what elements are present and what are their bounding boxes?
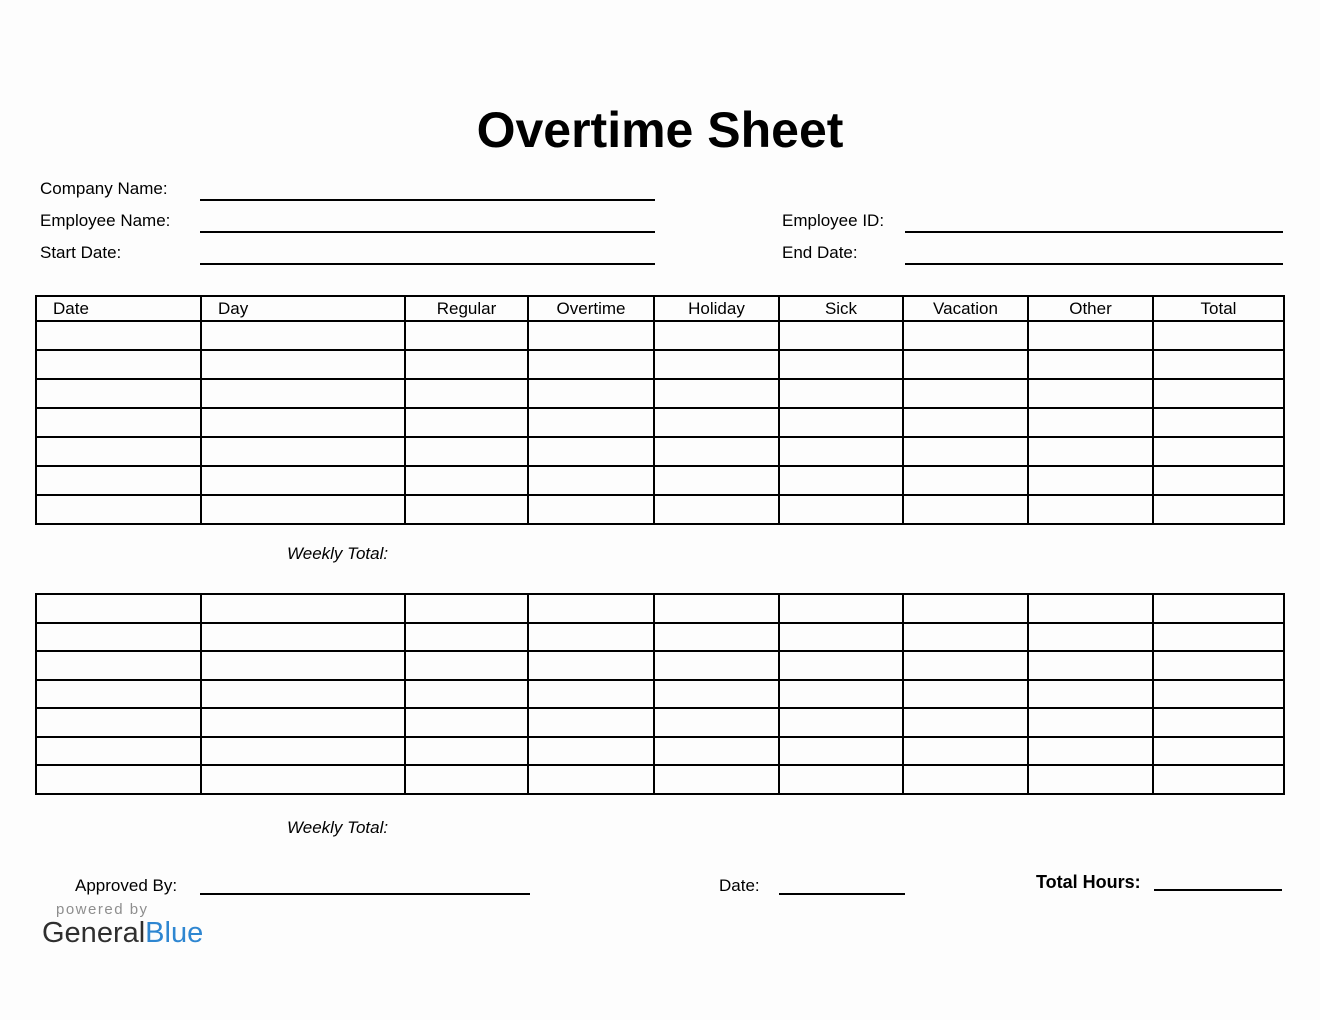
table-cell-empty[interactable] [1028,495,1153,524]
table-cell-empty[interactable] [405,680,528,709]
table-cell-empty[interactable] [528,651,654,680]
table-cell-empty[interactable] [654,623,779,652]
company-name-input-line[interactable] [200,199,655,201]
table-cell-empty[interactable] [201,680,405,709]
table-row [36,765,1284,794]
table-cell-empty[interactable] [405,737,528,766]
table-cell-empty[interactable] [654,437,779,466]
table-cell-empty[interactable] [405,437,528,466]
table-cell-empty[interactable] [903,350,1028,379]
table-cell-empty[interactable] [654,466,779,495]
table-cell-empty[interactable] [36,594,201,623]
table-cell-empty[interactable] [405,408,528,437]
table-cell-empty[interactable] [528,408,654,437]
table-row [36,321,1284,350]
table-cell-empty[interactable] [36,495,201,524]
table-cell-empty[interactable] [1028,651,1153,680]
week2-weekly-total-label: Weekly Total: [287,818,389,837]
table-cell-empty[interactable] [528,737,654,766]
table-cell-empty[interactable] [405,765,528,794]
table-cell-empty[interactable] [779,680,903,709]
end-date-input-line[interactable] [905,263,1283,265]
table-cell-empty[interactable] [201,379,405,408]
table-cell-empty[interactable] [903,466,1028,495]
employee-name-input-line[interactable] [200,231,655,233]
table-row [36,708,1284,737]
table-cell-empty[interactable] [654,651,779,680]
powered-by-text: powered by [56,901,149,918]
table-row [36,466,1284,495]
table-cell-empty[interactable] [528,708,654,737]
table-row [36,408,1284,437]
table-cell-empty[interactable] [654,737,779,766]
table-cell-empty[interactable] [1153,708,1284,737]
table-cell-empty[interactable] [903,737,1028,766]
table-cell-empty[interactable] [201,737,405,766]
table-cell-empty[interactable] [1153,408,1284,437]
table-cell-empty[interactable] [528,350,654,379]
table-cell-empty[interactable] [779,737,903,766]
table-cell-empty[interactable] [528,594,654,623]
footer-date-label: Date: [719,876,760,895]
table-cell-empty[interactable] [201,350,405,379]
table-cell-empty[interactable] [654,594,779,623]
table-row [36,737,1284,766]
timesheet-week2-table [35,593,1285,795]
table-cell-empty[interactable] [36,350,201,379]
week1-weekly-total-label: Weekly Total: [287,544,389,563]
table-cell-empty[interactable] [528,437,654,466]
table-cell-empty[interactable] [1028,350,1153,379]
table-cell-empty[interactable] [405,708,528,737]
table-cell-empty[interactable] [1153,350,1284,379]
col-header-regular: Regular [405,296,528,321]
table-cell-empty[interactable] [405,495,528,524]
table-cell-empty[interactable] [528,379,654,408]
table-cell-empty[interactable] [779,495,903,524]
table-cell-empty[interactable] [903,379,1028,408]
table-cell-empty[interactable] [201,466,405,495]
table-cell-empty[interactable] [654,765,779,794]
table-cell-empty[interactable] [528,623,654,652]
table-cell-empty[interactable] [528,680,654,709]
col-header-day: Day [201,296,405,321]
table-cell-empty[interactable] [903,495,1028,524]
table-row [36,379,1284,408]
table-cell-empty[interactable] [36,379,201,408]
table-cell-empty[interactable] [36,321,201,350]
table-cell-empty[interactable] [1028,437,1153,466]
table-row [36,437,1284,466]
table-cell-empty[interactable] [654,708,779,737]
table-cell-empty[interactable] [36,408,201,437]
col-header-vacation: Vacation [903,296,1028,321]
table-cell-empty[interactable] [1028,466,1153,495]
table-cell-empty[interactable] [1153,466,1284,495]
table-cell-empty[interactable] [779,765,903,794]
col-header-other: Other [1028,296,1153,321]
table-cell-empty[interactable] [903,680,1028,709]
table-cell-empty[interactable] [779,466,903,495]
table-cell-empty[interactable] [528,765,654,794]
company-name-label: Company Name: [40,179,168,198]
table-row [36,495,1284,524]
table-cell-empty[interactable] [1153,594,1284,623]
generalblue-logo [42,916,203,950]
table-cell-empty[interactable] [654,495,779,524]
timesheet-week1-table [35,295,1285,525]
col-header-sick: Sick [779,296,903,321]
table-cell-empty[interactable] [1028,408,1153,437]
table-cell-empty[interactable] [1153,737,1284,766]
table-cell-empty[interactable] [1153,437,1284,466]
table-cell-empty[interactable] [903,321,1028,350]
week1-body [36,321,1284,524]
table-cell-empty[interactable] [201,408,405,437]
total-hours-input-line[interactable] [1154,889,1282,891]
logo-text-blue: Blue [145,917,204,949]
table-cell-empty[interactable] [1028,708,1153,737]
approved-by-label: Approved By: [75,876,178,895]
table-row [36,651,1284,680]
table-cell-empty[interactable] [1028,737,1153,766]
table-cell-empty[interactable] [405,350,528,379]
table-cell-empty[interactable] [903,623,1028,652]
employee-id-input-line[interactable] [905,231,1283,233]
page-title: Overtime Sheet [476,102,844,158]
end-date-label: End Date: [782,243,858,262]
table-cell-empty[interactable] [405,321,528,350]
table-cell-empty[interactable] [654,680,779,709]
approved-by-input-line[interactable] [200,893,530,895]
table-cell-empty[interactable] [654,321,779,350]
table-cell-empty[interactable] [779,379,903,408]
table-cell-empty[interactable] [201,594,405,623]
logo-text-general: General [42,917,146,949]
table-cell-empty[interactable] [779,408,903,437]
table-row [36,350,1284,379]
start-date-input-line[interactable] [200,263,655,265]
table-cell-empty[interactable] [36,737,201,766]
table-cell-empty[interactable] [405,466,528,495]
footer-date-input-line[interactable] [779,893,905,895]
table-cell-empty[interactable] [903,437,1028,466]
employee-id-label: Employee ID: [782,211,885,230]
table-cell-empty[interactable] [405,623,528,652]
table-cell-empty[interactable] [654,350,779,379]
employee-name-label: Employee Name: [40,211,171,230]
table-cell-empty[interactable] [1028,379,1153,408]
table-cell-empty[interactable] [528,495,654,524]
table-cell-empty[interactable] [405,379,528,408]
col-header-date: Date [36,296,201,321]
table-cell-empty[interactable] [1028,321,1153,350]
total-hours-label: Total Hours: [1036,872,1141,892]
table-cell-empty[interactable] [903,594,1028,623]
table-cell-empty[interactable] [201,437,405,466]
table-cell-empty[interactable] [654,408,779,437]
table-cell-empty[interactable] [36,651,201,680]
table-cell-empty[interactable] [201,321,405,350]
table-cell-empty[interactable] [903,708,1028,737]
table-cell-empty[interactable] [1153,651,1284,680]
table-cell-empty[interactable] [779,708,903,737]
col-header-overtime: Overtime [528,296,654,321]
table-cell-empty[interactable] [201,651,405,680]
table-cell-empty[interactable] [36,466,201,495]
col-header-holiday: Holiday [654,296,779,321]
table-cell-empty[interactable] [405,594,528,623]
table-cell-empty[interactable] [201,495,405,524]
table-cell-empty[interactable] [779,623,903,652]
table-cell-empty[interactable] [1028,680,1153,709]
table-cell-empty[interactable] [528,466,654,495]
table-header-row [36,296,1284,321]
table-cell-empty[interactable] [903,651,1028,680]
table-cell-empty[interactable] [1153,623,1284,652]
col-header-total: Total [1153,296,1284,321]
table-cell-empty[interactable] [36,708,201,737]
table-cell-empty[interactable] [36,680,201,709]
week2-body [36,594,1284,794]
table-cell-empty[interactable] [1153,495,1284,524]
table-cell-empty[interactable] [1153,379,1284,408]
table-cell-empty[interactable] [903,765,1028,794]
table-cell-empty[interactable] [779,321,903,350]
table-cell-empty[interactable] [1028,594,1153,623]
table-cell-empty[interactable] [779,651,903,680]
table-cell-empty[interactable] [528,321,654,350]
start-date-label: Start Date: [40,243,122,262]
table-cell-empty[interactable] [201,623,405,652]
table-row [36,680,1284,709]
table-cell-empty[interactable] [1028,623,1153,652]
table-cell-empty[interactable] [779,437,903,466]
table-cell-empty[interactable] [36,437,201,466]
table-cell-empty[interactable] [654,379,779,408]
table-cell-empty[interactable] [903,408,1028,437]
table-cell-empty[interactable] [201,708,405,737]
table-cell-empty[interactable] [1153,680,1284,709]
table-cell-empty[interactable] [779,350,903,379]
table-row [36,594,1284,623]
table-cell-empty[interactable] [36,765,201,794]
table-cell-empty[interactable] [36,623,201,652]
table-cell-empty[interactable] [1028,765,1153,794]
table-cell-empty[interactable] [779,594,903,623]
table-cell-empty[interactable] [405,651,528,680]
table-row [36,623,1284,652]
table-cell-empty[interactable] [1153,765,1284,794]
table-cell-empty[interactable] [1153,321,1284,350]
table-cell-empty[interactable] [201,765,405,794]
